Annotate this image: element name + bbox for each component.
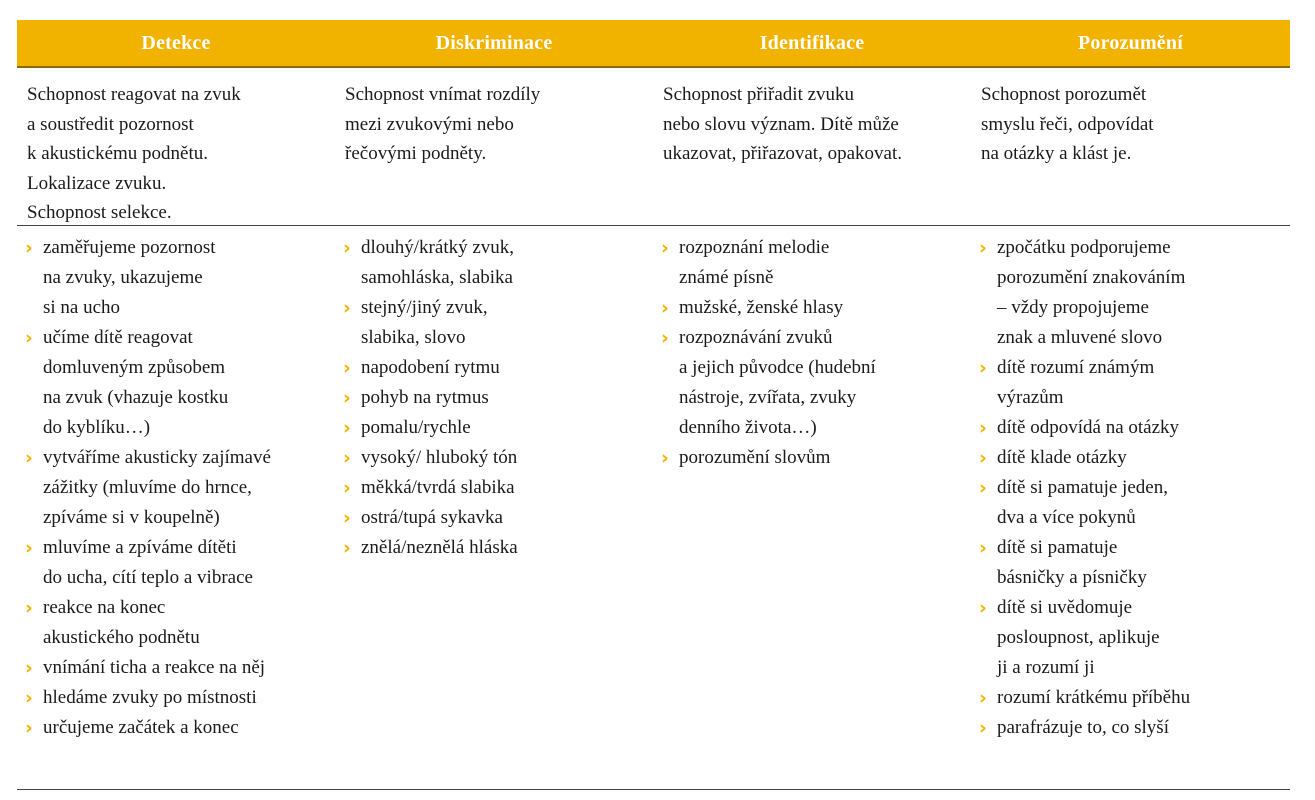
list-item — [979, 413, 1286, 443]
list-item-text: učíme dítě reagovat domluveným způsobem na zvuk (vhazuje kostku do kyblíku…) — [43, 327, 229, 438]
chevron-right-icon: › — [979, 687, 987, 709]
chevron-right-icon: › — [343, 297, 351, 319]
table-header-row — [17, 20, 1290, 68]
chevron-right-icon: › — [25, 597, 33, 619]
chevron-right-icon: › — [25, 657, 33, 679]
bottom-divider — [17, 789, 1290, 790]
chevron-right-icon: › — [343, 357, 351, 379]
header-porozumeni: Porozumění — [1078, 31, 1183, 54]
chevron-right-icon: › — [661, 447, 669, 469]
list-item-text: rozpoznávání zvuků a jejich původce (hudební nástroje, zvířata, zvuky denního života…) — [679, 327, 876, 438]
list-item — [25, 713, 331, 743]
description-diskriminace: Schopnost vnímat rozdíly mezi zvukovými nebo řečovými podněty. — [345, 84, 541, 164]
list-item — [343, 413, 649, 443]
header-identifikace: Identifikace — [759, 31, 865, 54]
list-item — [343, 383, 649, 413]
list-item-text: rozumí krátkému příběhu — [997, 687, 1191, 708]
list-item — [661, 323, 967, 443]
list-item-text: pohyb na rytmus — [361, 387, 489, 408]
list-item — [25, 443, 331, 533]
chevron-right-icon: › — [343, 237, 351, 259]
chevron-right-icon: › — [343, 387, 351, 409]
list-item-text: dítě rozumí známým výrazům — [997, 357, 1155, 408]
list-item — [979, 713, 1286, 743]
list-item — [343, 443, 649, 473]
chevron-right-icon: › — [343, 537, 351, 559]
list-item — [661, 233, 967, 293]
chevron-right-icon: › — [979, 417, 987, 439]
list-item — [25, 653, 331, 683]
list-item — [343, 233, 649, 293]
list-item-text: pomalu/rychle — [361, 417, 471, 438]
list-item — [979, 353, 1286, 413]
list-item-text: zaměřujeme pozornost na zvuky, ukazujeme si na ucho — [43, 237, 216, 318]
list-item — [25, 323, 331, 443]
header-detekce: Detekce — [141, 31, 211, 54]
header-diskriminace: Diskriminace — [435, 31, 553, 54]
activities-row — [17, 226, 1290, 743]
description-porozumeni: Schopnost porozumět smyslu řeči, odpovídat na otázky a klást je. — [981, 84, 1154, 164]
list-item-text: mužské, ženské hlasy — [679, 297, 844, 318]
list-item-text: dítě klade otázky — [997, 447, 1127, 468]
list-item-text: měkká/tvrdá slabika — [361, 477, 515, 498]
chevron-right-icon: › — [979, 597, 987, 619]
activity-list-diskriminace — [335, 233, 653, 743]
list-item-text: hledáme zvuky po místnosti — [43, 687, 257, 708]
list-item — [979, 233, 1286, 353]
chevron-right-icon: › — [25, 717, 33, 739]
list-item-text: stejný/jiný zvuk, slabika, slovo — [361, 297, 488, 348]
chevron-right-icon: › — [661, 327, 669, 349]
list-item-text: dlouhý/krátký zvuk, samohláska, slabika — [361, 237, 515, 288]
list-item-text: dítě si uvědomuje posloupnost, aplikuje ji a rozumí ji — [997, 597, 1160, 678]
list-item-text: vnímání ticha a reakce na něj — [43, 657, 266, 678]
list-item-text: ostrá/tupá sykavka — [361, 507, 503, 528]
list-item-text: dítě si pamatuje jeden, dva a více pokynů — [997, 477, 1168, 528]
list-item — [979, 533, 1286, 593]
list-item — [979, 593, 1286, 683]
list-item-text: rozpoznání melodie známé písně — [679, 237, 830, 288]
activity-list-detekce — [17, 233, 335, 743]
list-item — [343, 533, 649, 563]
list-item — [979, 443, 1286, 473]
list-item-text: vysoký/ hluboký tón — [361, 447, 518, 468]
list-item — [979, 473, 1286, 533]
hearing-skills-table — [17, 20, 1290, 743]
chevron-right-icon: › — [979, 237, 987, 259]
list-item — [25, 683, 331, 713]
description-row — [17, 68, 1290, 226]
chevron-right-icon: › — [25, 687, 33, 709]
list-item-text: dítě odpovídá na otázky — [997, 417, 1180, 438]
chevron-right-icon: › — [979, 357, 987, 379]
list-item-text: napodobení rytmu — [361, 357, 500, 378]
list-item — [343, 503, 649, 533]
list-item-text: mluvíme a zpíváme dítěti do ucha, cítí teplo a vibrace — [43, 537, 253, 588]
list-item — [343, 353, 649, 383]
list-item — [979, 683, 1286, 713]
list-item-text: parafrázuje to, co slyší — [997, 717, 1169, 738]
chevron-right-icon: › — [343, 507, 351, 529]
list-item-text: zpočátku podporujeme porozumění znakováním – vždy propojujeme znak a mluvené slovo — [997, 237, 1186, 348]
list-item — [25, 233, 331, 323]
chevron-right-icon: › — [979, 717, 987, 739]
list-item — [25, 593, 331, 653]
chevron-right-icon: › — [25, 447, 33, 469]
list-item — [343, 293, 649, 353]
list-item-text: znělá/neznělá hláska — [361, 537, 518, 558]
list-item-text: porozumění slovům — [679, 447, 831, 468]
chevron-right-icon: › — [979, 447, 987, 469]
list-item — [661, 443, 967, 473]
list-item — [343, 473, 649, 503]
chevron-right-icon: › — [25, 327, 33, 349]
chevron-right-icon: › — [979, 537, 987, 559]
list-item-text: vytváříme akusticky zajímavé zážitky (mluvíme do hrnce, zpíváme si v koupelně) — [43, 447, 271, 528]
chevron-right-icon: › — [343, 417, 351, 439]
chevron-right-icon: › — [979, 477, 987, 499]
activity-list-identifikace — [653, 233, 971, 743]
activity-list-porozumeni — [971, 233, 1290, 743]
chevron-right-icon: › — [661, 237, 669, 259]
list-item-text: dítě si pamatuje básničky a písničky — [997, 537, 1147, 588]
list-item-text: reakce na konec akustického podnětu — [43, 597, 200, 648]
chevron-right-icon: › — [661, 297, 669, 319]
description-detekce: Schopnost reagovat na zvuk a soustředit pozornost k akustickému podnětu. Lokalizace zvuku. Schopnost selekce. — [27, 84, 241, 223]
chevron-right-icon: › — [343, 447, 351, 469]
list-item — [25, 533, 331, 593]
list-item-text: určujeme začátek a konec — [43, 717, 239, 738]
list-item — [661, 293, 967, 323]
chevron-right-icon: › — [343, 477, 351, 499]
description-identifikace: Schopnost přiřadit zvuku nebo slovu význam. Dítě může ukazovat, přiřazovat, opakovat. — [663, 84, 902, 164]
chevron-right-icon: › — [25, 237, 33, 259]
chevron-right-icon: › — [25, 537, 33, 559]
